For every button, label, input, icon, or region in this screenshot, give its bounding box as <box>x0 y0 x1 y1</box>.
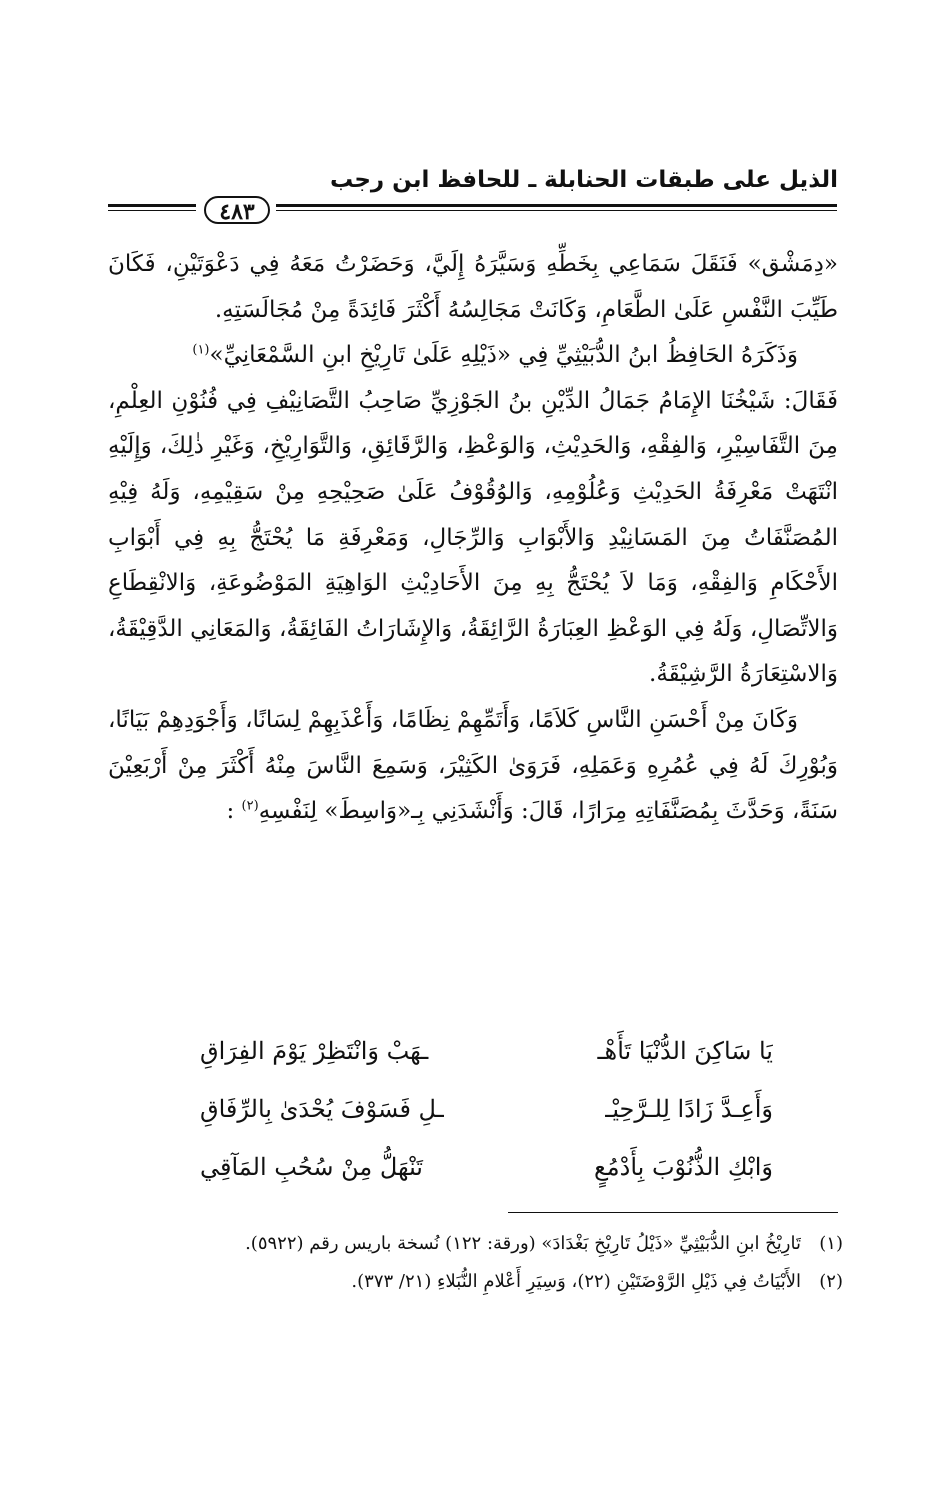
rule-line-left <box>108 204 196 211</box>
footnotes <box>108 1225 843 1301</box>
footnote-text: الأَبْيَاتُ فِي ذَيْلِ الرَّوْضَتَيْنِ (٢٢)، وَسِيَرِ أَعْلامِ النُّبَلاءِ (٢١/ ٣٧٣). <box>351 1271 801 1292</box>
verse-first-hemistich: يَا سَاكِنَ الدُّنْيَا تَأَهْـ <box>597 1037 773 1065</box>
poem <box>200 1022 773 1196</box>
footnote-separator <box>508 1212 838 1213</box>
rule-line-right <box>276 204 837 211</box>
footnote-number: (٢) <box>819 1271 843 1292</box>
paragraph-2-text: وَذَكَرَهُ الحَافِظُ ابنُ الدُّبَيْثِيِّ فِي «ذَيْلِهِ عَلَىٰ تَارِيْخِ ابنِ السَّمْعَانِيِّ» <box>209 342 798 369</box>
header-rule <box>108 196 837 226</box>
paragraph-1-text: «دِمَشْق» فَنَقَلَ سَمَاعِي بِخَطِّهِ وَسَيَّرَهُ إِلَيَّ، وَحَضَرْتُ مَعَهُ فِي دَعْوَتَيْنِ، فَكَانَ طَيِّبَ النَّفْسِ عَلَىٰ الطَّعَامِ، وَكَانَتْ مَجَالِسُهُ أَكْثَرَ فَائِدَةً مِنْ مُجَالَسَتِهِ. <box>108 251 838 323</box>
running-header: الذيل على طبقات الحنابلة ـ للحافظ ابن رجب <box>329 167 838 193</box>
verse-second-hemistich: ـهَبْ وَانْتَظِرْ يَوْمَ الفِرَاقِ <box>200 1037 429 1065</box>
verse-second-hemistich: تَنْهَلُّ مِنْ سُحُبِ المَآقِي <box>200 1153 423 1181</box>
paragraph-2 <box>108 333 838 379</box>
page-number: ٤٨٣ <box>204 196 270 224</box>
verse-second-hemistich: ـلِ فَسَوْفَ يُحْدَىٰ بِالرِّفَاقِ <box>200 1095 444 1123</box>
poem-verse <box>200 1022 773 1080</box>
poem-verse <box>200 1138 773 1196</box>
footnote-1 <box>108 1225 843 1263</box>
body-text <box>108 242 838 835</box>
paragraph-4 <box>108 698 838 835</box>
footnote-ref-1[interactable]: (١) <box>192 342 210 358</box>
paragraph-3 <box>108 379 838 698</box>
poem-verse <box>200 1080 773 1138</box>
footnote-text: تَارِيْخُ ابنِ الدُّبَيْثِيِّ «ذَيْلُ تَارِيْخِ بَغْدَادَ» (ورقة: ١٢٢) نُسخة باريس رقم (٥٩٢٢). <box>245 1233 801 1254</box>
footnote-number: (١) <box>819 1233 843 1254</box>
paragraph-1 <box>108 242 838 333</box>
paragraph-3-text: فَقَالَ: شَيْخُنَا الإِمَامُ جَمَالُ الدِّيْنِ بنُ الجَوْزِيِّ صَاحِبُ التَّصَانِيْفِ فِي فُنُوْنِ العِلْمِ، مِنَ التَّفَاسِيْرِ، وَالفِقْهِ، وَالحَدِيْثِ، وَالوَعْظِ، وَالرَّقَائِقِ، وَالتَّوَارِيْخِ، وَغَيْرِ ذٰلِكَ، وَإِلَيْهِ انْتَهَتْ مَعْرِفَةُ الحَدِيْثِ وَعُلُوْمِهِ، وَالوُقُوْفُ عَلَىٰ صَحِيْحِهِ مِنْ سَقِيْمِهِ، وَلَهُ فِيْهِ المُصَنَّفَاتُ مِنَ المَسَانِيْدِ وَالأَبْوَابِ وَالرِّجَالِ، وَمَعْرِفَةِ مَا يُحْتَجُّ بِهِ فِي أَبْوَابِ الأَحْكَامِ وَالفِقْهِ، وَمَا لاَ يُحْتَجُّ بِهِ مِنَ الأَحَادِيْثِ الوَاهِيَةِ المَوْضُوعَةِ، وَالانْقِطَاعِ وَالاتِّصَالِ، وَلَهُ فِي الوَعْظِ العِبَارَةُ الرَّائِقَةُ، وَالإِشَارَاتُ الفَائِقَةُ، وَالمَعَانِي الدَّقِيْقَةُ، وَالاسْتِعَارَةُ الرَّشِيْقَةُ. <box>108 387 838 688</box>
verse-first-hemistich: وَابْكِ الذُّنُوْبَ بِأَدْمُعٍ <box>594 1153 773 1181</box>
footnote-ref-2[interactable]: (٢) <box>241 798 259 814</box>
verse-first-hemistich: وَأَعِـدَّ زَادًا لِلـرَّحِيْـ <box>605 1095 773 1123</box>
paragraph-4-colon: : <box>226 798 235 825</box>
paragraph-4-text: وَكَانَ مِنْ أَحْسَنِ النَّاسِ كَلاَمًا، وَأَتَمِّهِمْ نِظَامًا، وَأَعْذَبِهِمْ لِسَانًا، وَأَجْوَدِهِمْ بَيَانًا، وَبُوْرِكَ لَهُ فِي عُمُرِهِ وَعَمَلِهِ، فَرَوَىٰ الكَثِيْرَ، وَسَمِعَ النَّاسَ مِنْهُ أَكْثَرَ مِنْ أَرْبَعِيْنَ سَنَةً، وَحَدَّثَ بِمُصَنَّفَاتِهِ مِرَارًا، قَالَ: وَأَنْشَدَنِي بِـ«وَاسِطَ» لِنَفْسِهِ <box>108 706 838 825</box>
footnote-2 <box>108 1263 843 1301</box>
